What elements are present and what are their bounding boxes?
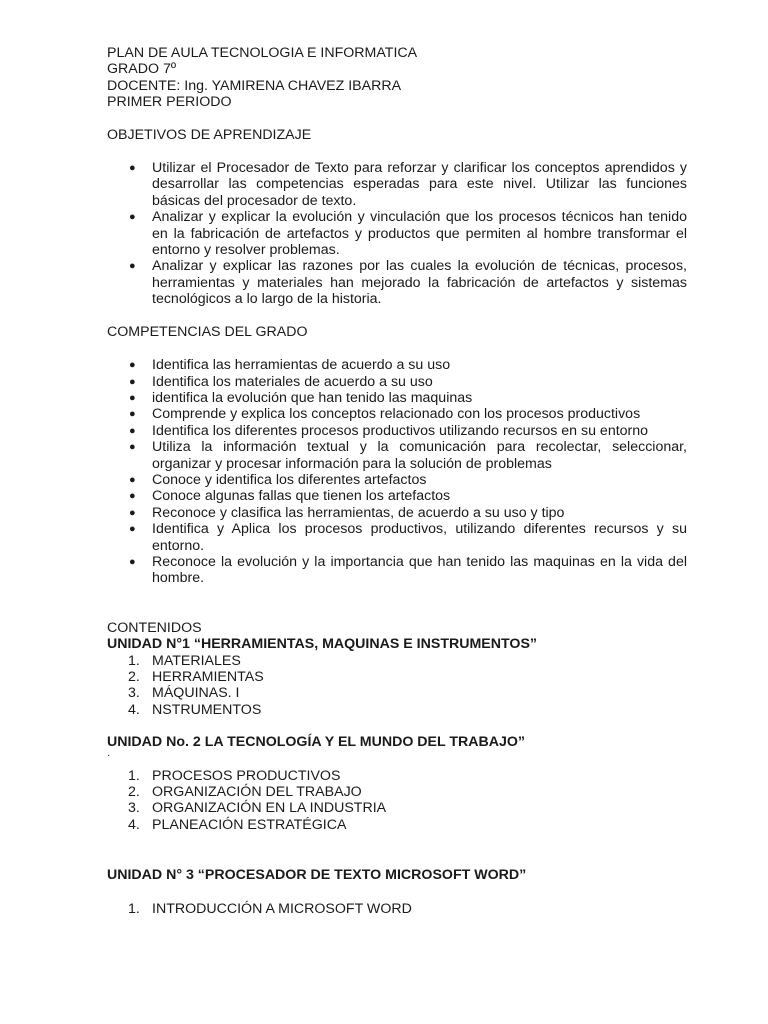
bullet-icon: ●	[129, 506, 136, 519]
bullet-icon: ●	[129, 555, 136, 568]
competencies-list	[107, 357, 687, 587]
bullet-icon: ●	[129, 523, 136, 536]
list-item: 2. HERRAMIENTAS	[128, 669, 264, 685]
list-item: ● Conoce algunas fallas que tienen los artefactos	[129, 488, 451, 505]
list-item: 2. ORGANIZACIÓN DEL TRABAJO	[128, 784, 362, 801]
stray-mark: ·	[107, 749, 111, 761]
list-item: ● Reconoce y clasifica las herramientas, de acuerdo a su uso y tipo	[129, 504, 565, 521]
unit3-list	[107, 901, 687, 917]
list-item: ● Identifica y Aplica los procesos productivos, utilizando diferentes recursos y su entorno.	[129, 521, 687, 554]
list-item: ● Identifica los diferentes procesos productivos utilizando recursos en su entorno	[129, 422, 649, 439]
bullet-icon: ●	[129, 391, 136, 404]
unit2-list	[107, 768, 687, 834]
unit1-title: UNIDAD N°1 “HERRAMIENTAS, MAQUINAS E INSTRUMENTOS”	[107, 636, 538, 653]
list-item: ● Comprende y explica los conceptos relacionado con los procesos productivos	[129, 406, 641, 423]
list-item: ● Analizar y explicar la evolución y vinculación que los procesos técnicos han tenido en la fabricación de artefactos y productos que permiten al hombre transformar el entorno y resolver problemas.	[129, 209, 687, 259]
bullet-icon: ●	[129, 424, 136, 437]
unit1-list	[107, 653, 687, 719]
contents-heading: CONTENIDOS	[107, 619, 202, 636]
list-item: ● Analizar y explicar las razones por las cuales la evolución de técnicas, procesos, herramientas y materiales han mejorado la fabricación de artefactos y sistemas tecnológicos a lo largo de la historia.	[129, 258, 687, 308]
list-item: 1. INTRODUCCIÓN A MICROSOFT WORD	[128, 900, 412, 917]
bullet-icon: ●	[129, 473, 136, 486]
list-item: ● Identifica los materiales de acuerdo a su uso	[129, 373, 433, 390]
competencies-heading: COMPETENCIAS DEL GRADO	[107, 323, 308, 340]
list-item: ● Identifica las herramientas de acuerdo a su uso	[129, 357, 451, 374]
bullet-icon: ●	[129, 490, 136, 503]
list-item: 1. PROCESOS PRODUCTIVOS	[128, 767, 341, 784]
list-item: 1. MATERIALES	[128, 652, 241, 669]
bullet-icon: ●	[129, 211, 136, 224]
bullet-icon: ●	[129, 359, 136, 372]
bullet-icon: ●	[129, 375, 136, 388]
objectives-heading: OBJETIVOS DE APRENDIZAJE	[107, 126, 312, 143]
list-item: ● identifica la evolución que han tenido las maquinas	[129, 389, 473, 406]
bullet-icon: ●	[129, 408, 136, 421]
bullet-icon: ●	[129, 162, 136, 175]
teacher-label: DOCENTE: Ing. YAMIRENA CHAVEZ IBARRA	[107, 77, 402, 94]
list-item: 3. ORGANIZACIÓN EN LA INDUSTRIA	[128, 800, 387, 817]
objectives-list	[107, 160, 687, 308]
list-item: 4. PLANEACIÓN ESTRATÉGICA	[128, 816, 347, 833]
document-header	[107, 45, 687, 111]
document-page	[107, 45, 687, 917]
plan-title: PLAN DE AULA TECNOLOGIA E INFORMATICA	[107, 45, 418, 61]
list-item: 3. MÁQUINAS. I	[128, 685, 240, 702]
period-label: PRIMER PERIODO	[107, 94, 232, 111]
list-item: 4. NSTRUMENTOS	[128, 701, 262, 718]
bullet-icon: ●	[129, 441, 136, 454]
bullet-icon: ●	[129, 260, 136, 273]
list-item: ● Conoce y identifica los diferentes artefactos	[129, 471, 427, 488]
grade-label: GRADO 7º	[107, 61, 177, 78]
list-item: ● Utiliza la información textual y la comunicación para recolectar, seleccionar, organizar y procesar información para la solución de problemas	[129, 439, 687, 472]
list-item: ● Utilizar el Procesador de Texto para reforzar y clarificar los conceptos aprendidos y desarrollar las competencias esperadas para este nivel. Utilizar las funciones básicas del procesador de texto.	[129, 160, 687, 209]
list-item: ● Reconoce la evolución y la importancia que han tenido las maquinas en la vida del hombre.	[129, 553, 687, 587]
unit2-title: UNIDAD No. 2 LA TECNOLOGÍA Y EL MUNDO DEL TRABAJO”	[107, 734, 526, 751]
unit3-title: UNIDAD N° 3 “PROCESADOR DE TEXTO MICROSOFT WORD”	[107, 867, 527, 884]
